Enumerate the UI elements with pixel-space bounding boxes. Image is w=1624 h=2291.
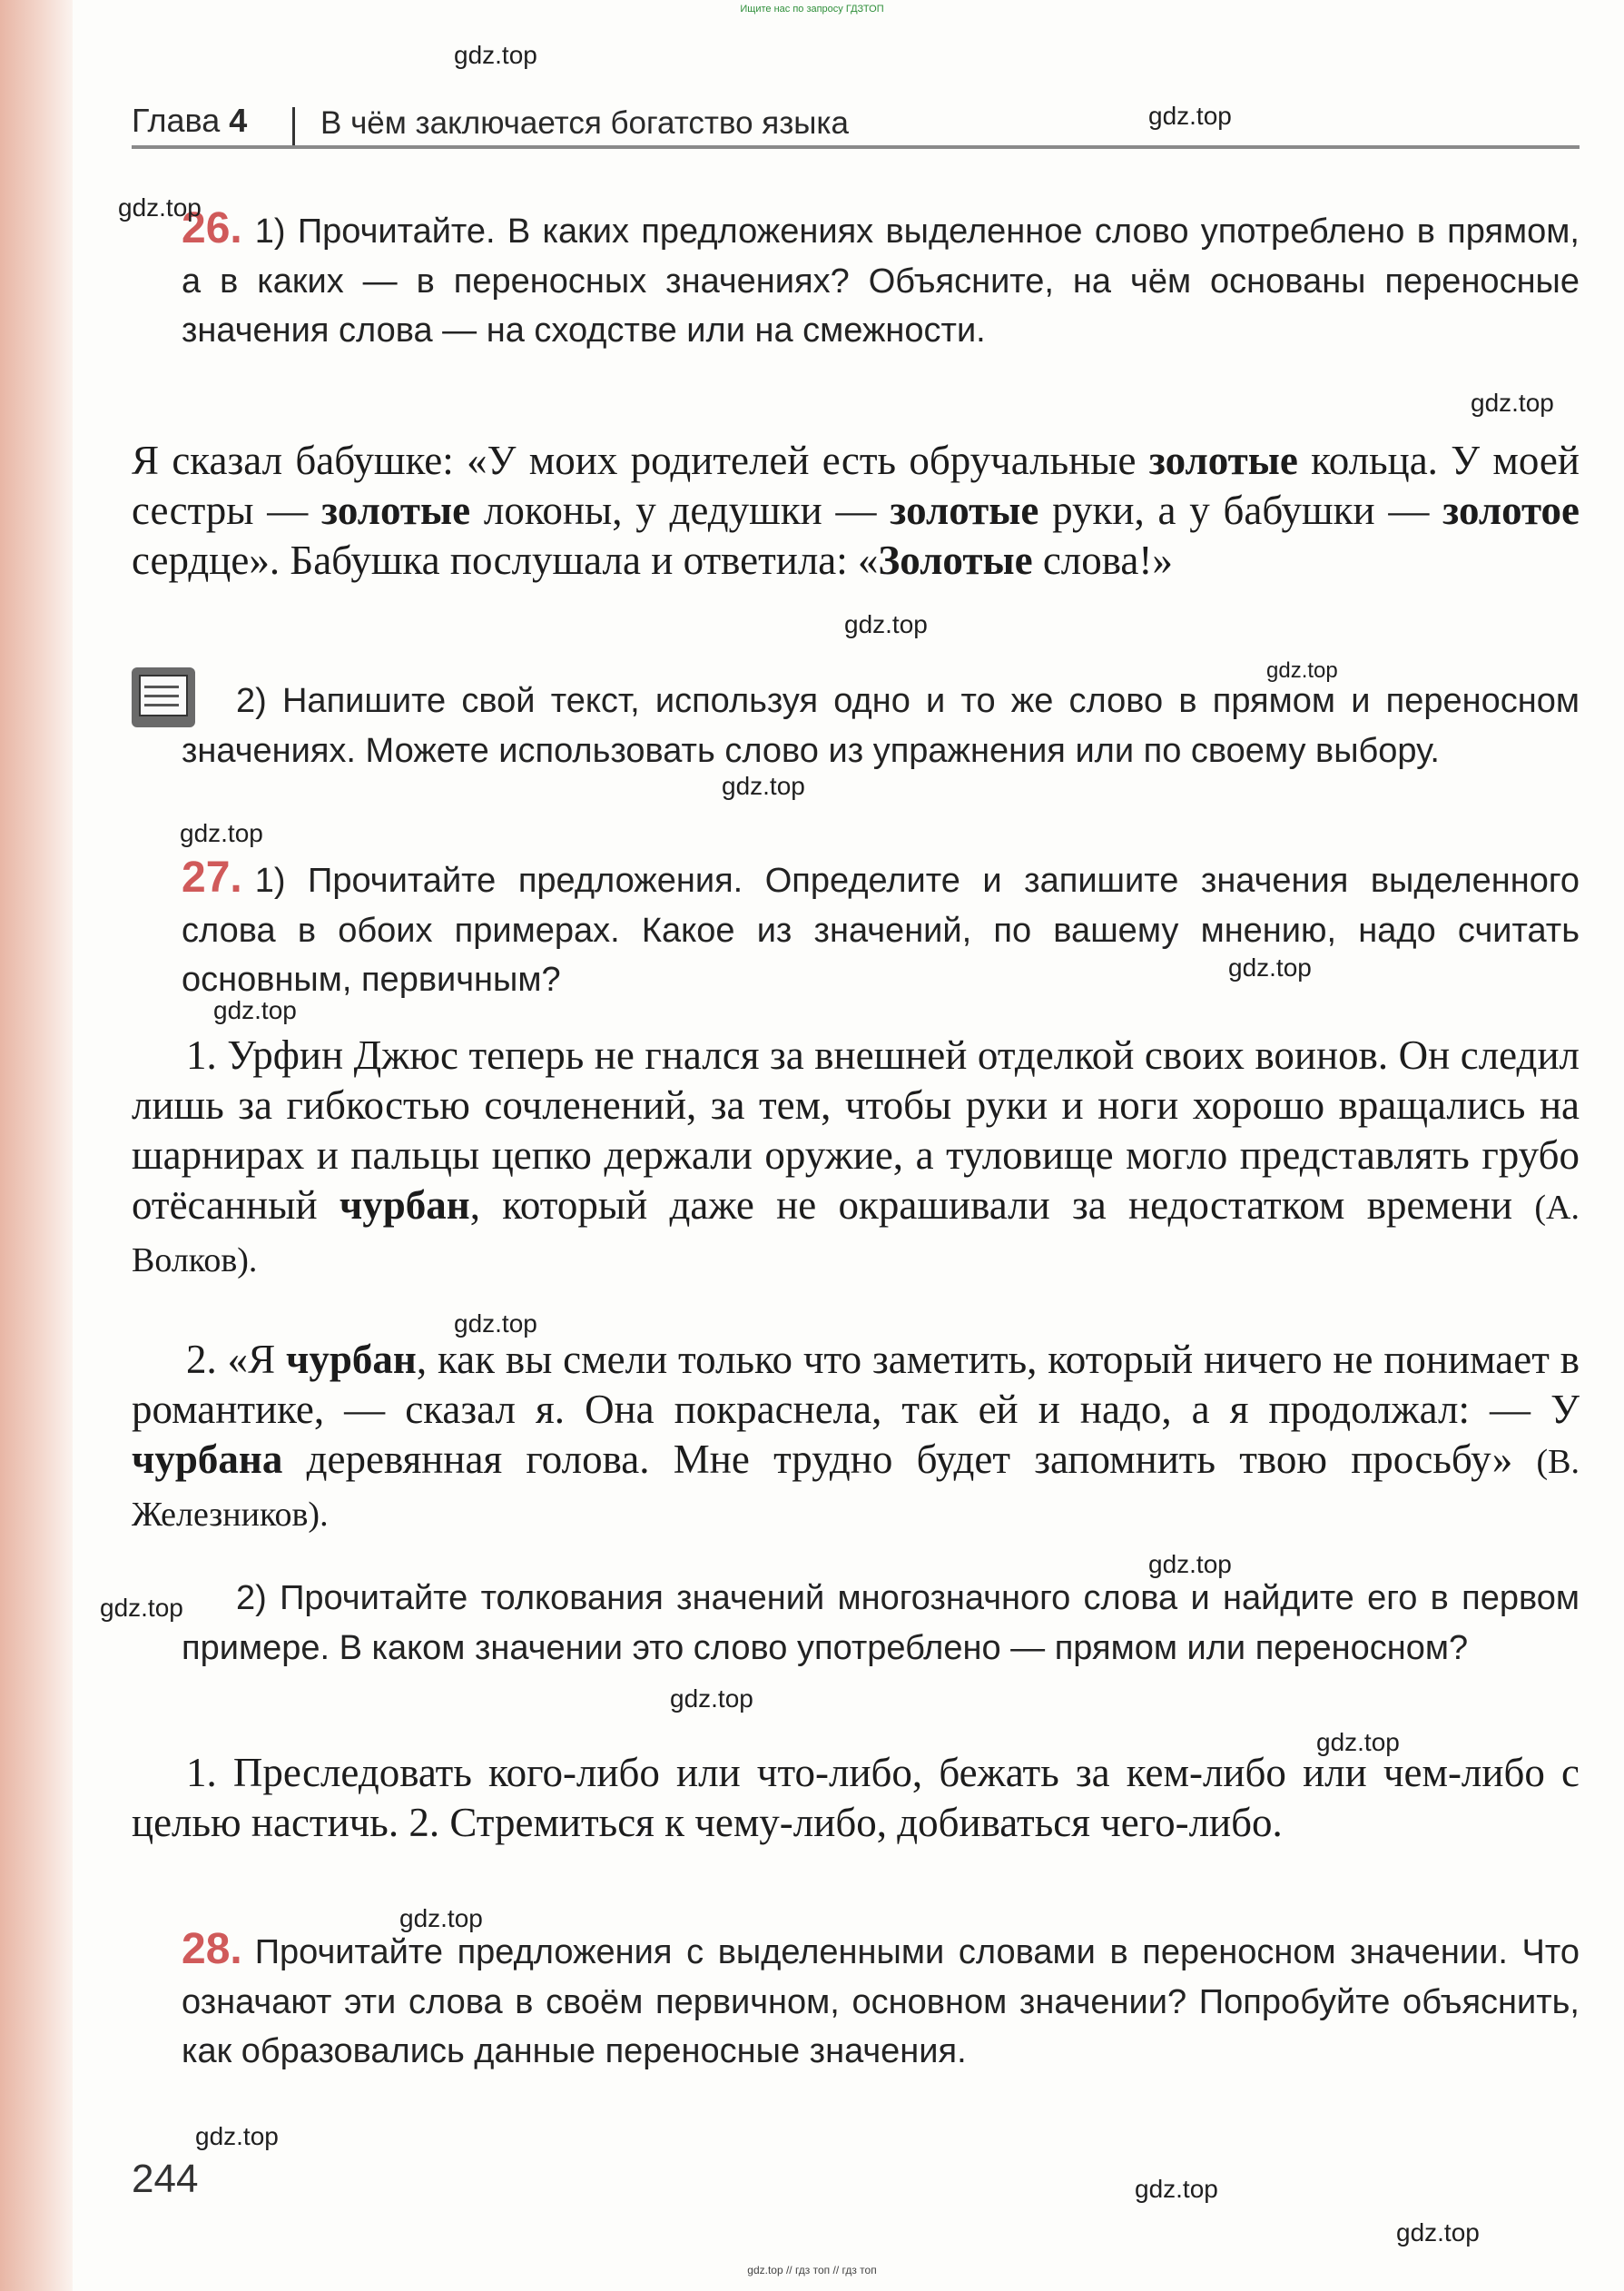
page-number: 244	[132, 2157, 199, 2201]
task-28: 28. Прочитайте предложения с выделенными словами в переносном значении. Что означают эти слова в своём первичном, основном значении? Попробуйте объяснить, как образовались данные переносные значения.	[182, 1925, 1580, 2070]
task-27-part2: 2) Прочитайте толкования значений многозначного слова и найдите его в первом примере. В каком значении это слово употреблено — прямом или переносном?	[182, 1579, 1580, 1667]
watermark: gdz.top	[1148, 1550, 1232, 1578]
watermark: gdz.top	[195, 2122, 279, 2150]
chapter-label: Глава 4	[132, 102, 248, 139]
watermark: gdz.top	[1135, 2175, 1218, 2203]
watermark: gdz.top	[399, 1904, 483, 1932]
source-author: (А. Волков).	[132, 1189, 1580, 1279]
watermark: gdz.top	[1471, 389, 1554, 417]
watermark: gdz.top	[100, 1594, 183, 1622]
highlighted-word: золотое	[1442, 488, 1580, 533]
task-26-example: Я сказал бабушке: «У моих родителей есть обручальные золотые кольца. У моей сестры — золотые локоны, у дедушки — золотые руки, а у бабушки — золотое сердце». Бабушка послушала и ответила: «Золотые слова!»	[132, 438, 1580, 583]
task-26-part2: 2) Напишите свой текст, используя одно и то же слово в прямом и переносном значениях. Можете использовать слово из упражнения или по своему выбору.	[182, 682, 1580, 770]
highlighted-word: Золотые	[878, 538, 1033, 583]
task-number: 28.	[182, 1925, 242, 1973]
highlighted-word: золотые	[321, 488, 471, 533]
highlighted-word: чурбан	[339, 1182, 470, 1228]
highlighted-word: чурбан	[286, 1337, 417, 1382]
watermark: gdz.top	[1228, 953, 1312, 982]
watermark: gdz.top	[118, 193, 202, 222]
task-number: 27.	[182, 854, 242, 902]
watermark: gdz.top	[722, 772, 805, 800]
task-26-part1: 26. 1) Прочитайте. В каких предложениях выделенное слово употреблено в прямом, а в каких — в переносных значениях? Объясните, на чём основаны переносные значения слова — на сходстве или на смежности.	[182, 204, 1580, 350]
watermark: gdz.top	[180, 819, 263, 847]
task-number: 26.	[182, 204, 242, 252]
task-27-example-1: 1. Урфин Джюс теперь не гнался за внешней отделкой своих воинов. Он следил лишь за гибкостью сочленений, за тем, чтобы руки и ноги хорошо вращались на шарнирах и пальцы цепко держали оружие, а туловище могло представлять грубо отёсанный чурбан, который даже не окрашивали за недостатком времени (А. Волков).	[132, 1032, 1580, 1279]
watermark: gdz.top	[454, 1309, 537, 1338]
highlighted-word: золотые	[1148, 438, 1298, 483]
watermark: gdz.top	[454, 41, 537, 69]
header-rule	[132, 145, 1580, 149]
highlighted-word: золотые	[890, 488, 1039, 533]
source-author: (В. Железников).	[132, 1443, 1580, 1534]
bottom-note: gdz.top // гдз топ // гдз топ	[747, 2264, 877, 2276]
header-divider	[292, 107, 295, 145]
task-27-definitions: 1. Преследовать кого-либо или что-либо, бежать за кем-либо или чем-либо с целью настичь. 2. Стремиться к чему-либо, добиваться чего-либо.	[132, 1750, 1580, 1845]
watermark: gdz.top	[844, 610, 928, 638]
top-note: Ищите нас по запросу ГДЗТОП	[740, 4, 884, 15]
watermark: gdz.top	[213, 996, 297, 1024]
watermark: gdz.top	[1266, 658, 1338, 683]
watermark: gdz.top	[1316, 1728, 1400, 1756]
highlighted-word: чурбана	[132, 1437, 283, 1482]
watermark: gdz.top	[1148, 102, 1232, 130]
watermark: gdz.top	[670, 1684, 753, 1713]
watermark: gdz.top	[1396, 2218, 1480, 2247]
task-27-part1: 27. 1) Прочитайте предложения. Определите и запишите значения выделенного слова в обоих примерах. Какое из значений, по вашему мнению, надо считать основным, первичным?	[182, 854, 1580, 999]
chapter-title: В чём заключается богатство языка	[320, 105, 849, 141]
page-edge-shadow	[0, 0, 73, 2291]
running-header	[132, 102, 1580, 149]
task-27-example-2: 2. «Я чурбан, как вы смели только что заметить, который ничего не понимает в романтике, — сказал я. Она покраснела, так ей и надо, а я продолжал: — У чурбана деревянная голова. Мне трудно будет запомнить твою просьбу» (В. Железников).	[132, 1337, 1580, 1534]
